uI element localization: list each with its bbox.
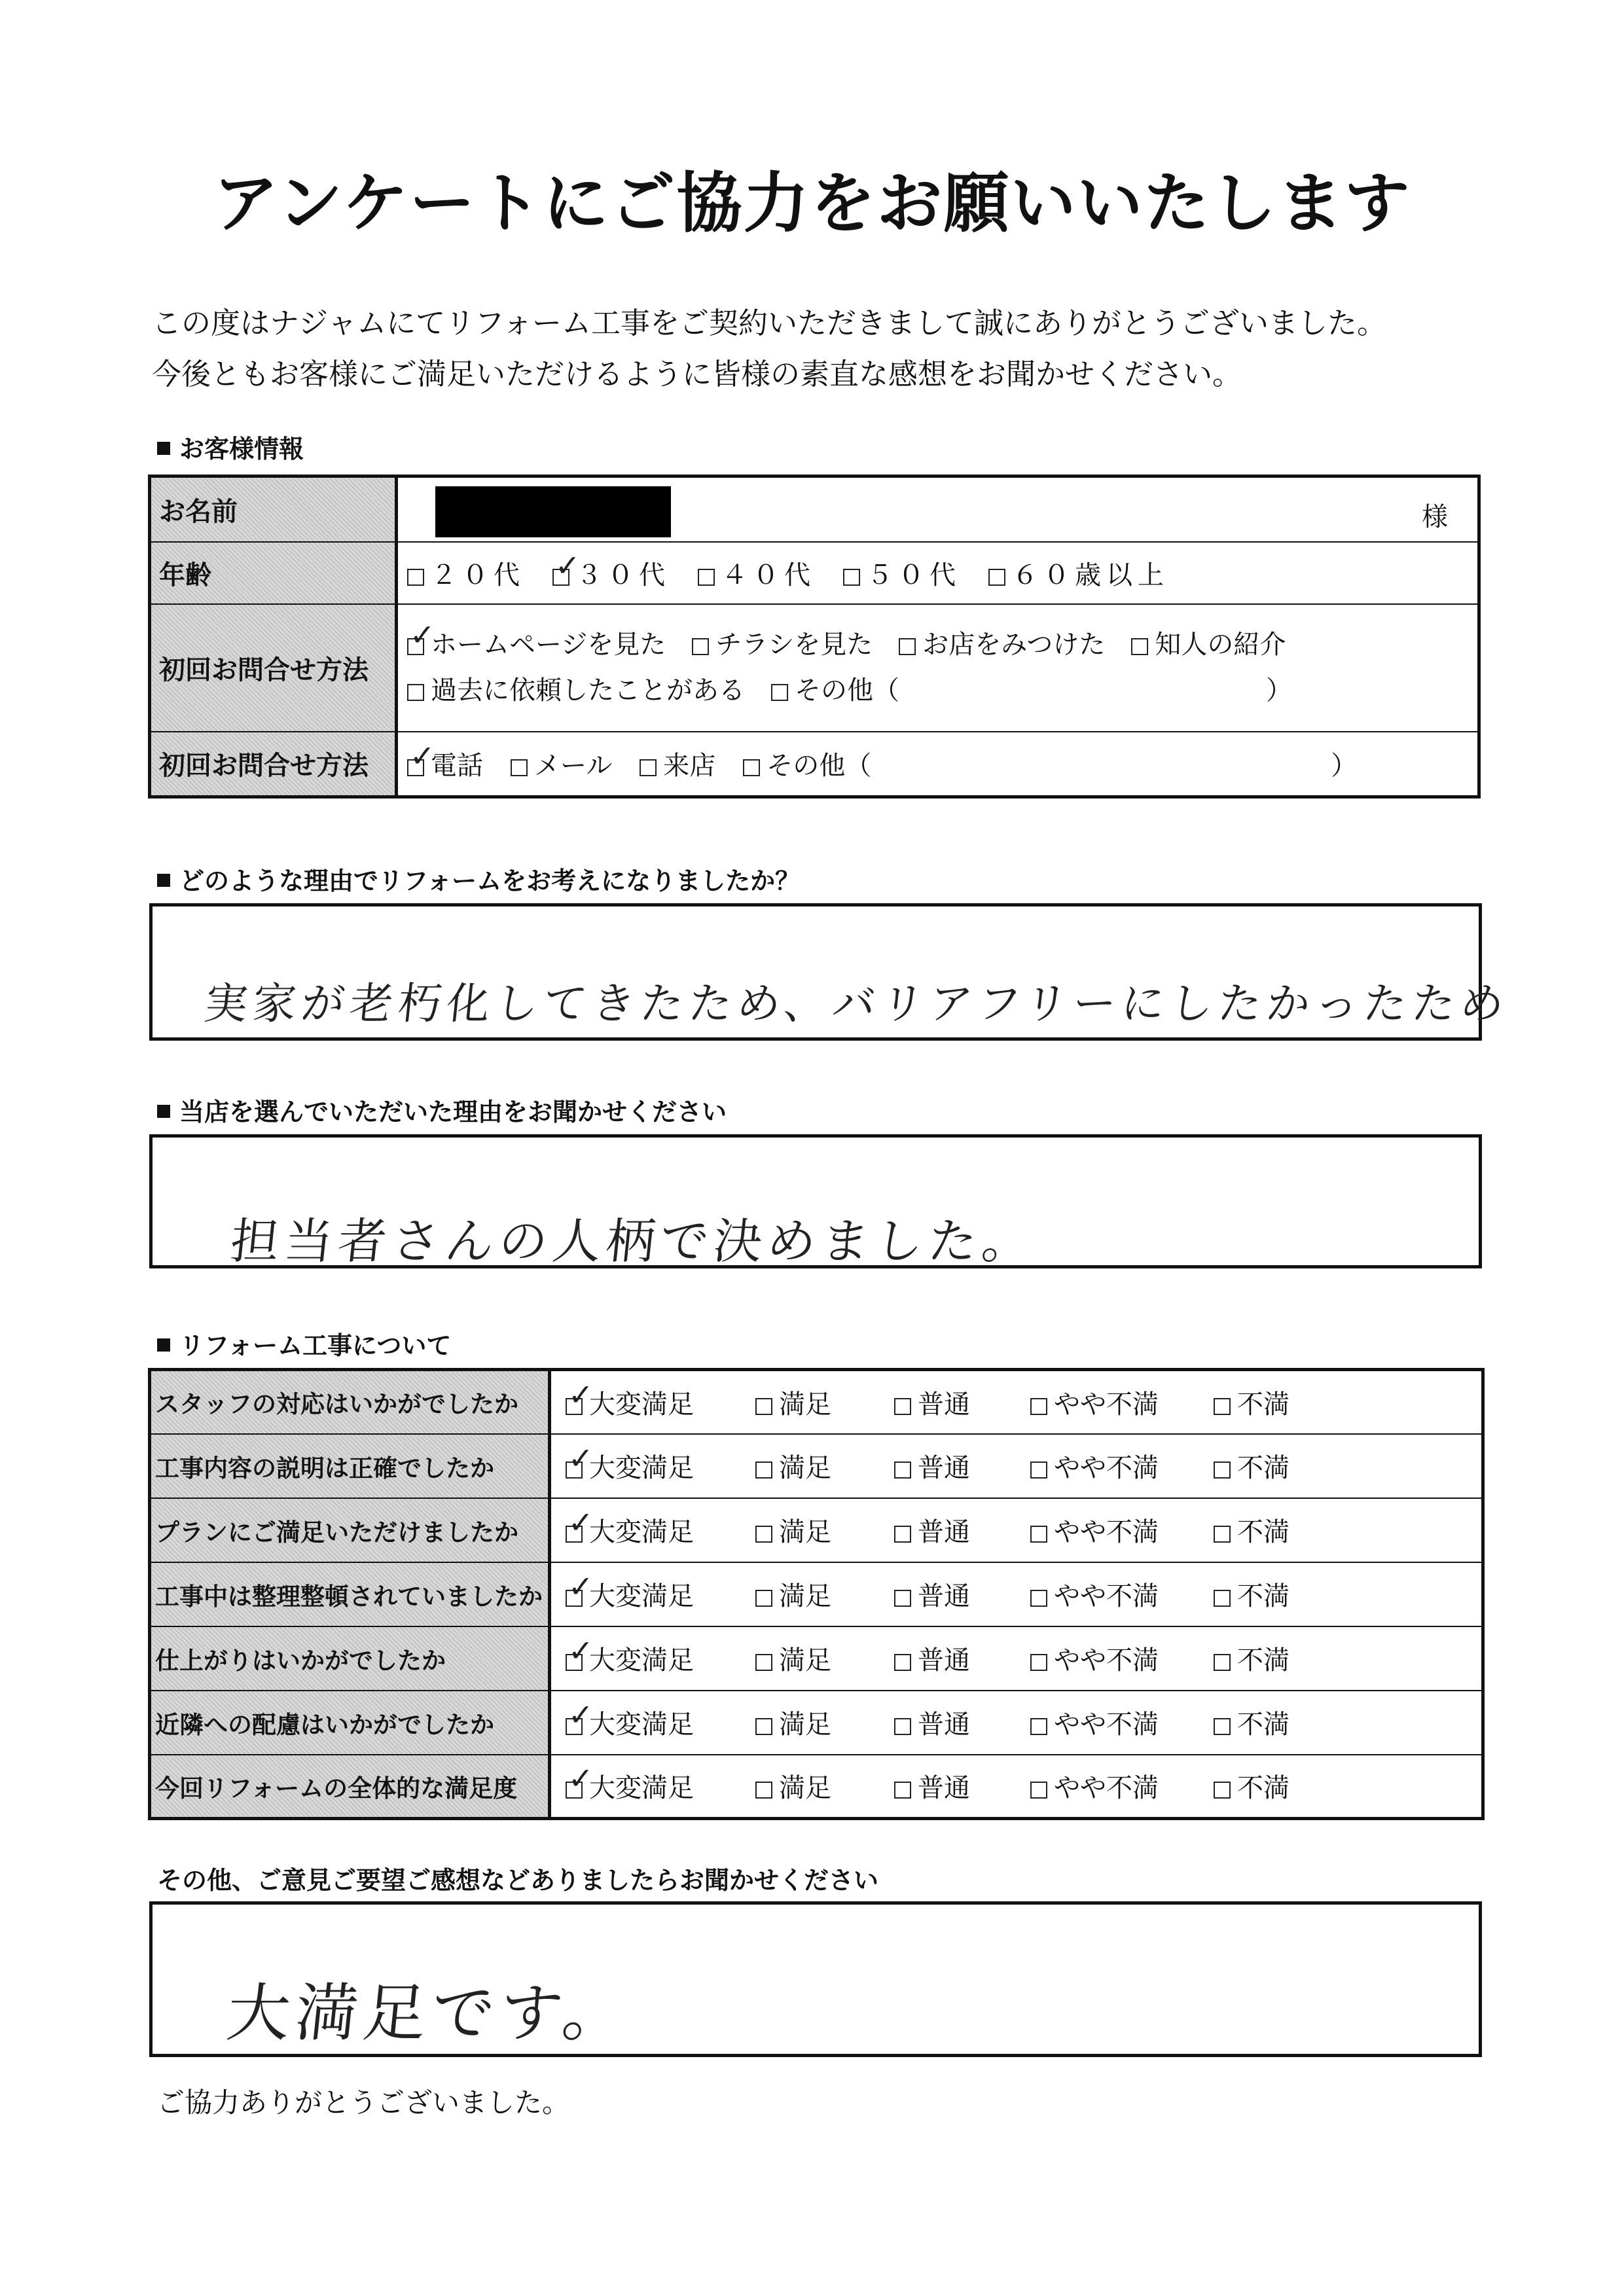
option-label: 普通 <box>918 1645 970 1676</box>
rating-row <box>150 1498 1483 1562</box>
age-option-2[interactable] <box>698 554 816 592</box>
inquiry-option-0[interactable] <box>407 622 666 668</box>
rating-row <box>150 1562 1483 1626</box>
store-reason-heading: 当店を選んでいただいた理由をお聞かせください <box>157 1092 727 1128</box>
option-label: やや不満 <box>1054 1773 1159 1804</box>
checkbox-icon[interactable] <box>988 569 1005 586</box>
rating-row <box>150 1370 1483 1434</box>
rating-option-2[interactable] <box>894 1704 1030 1741</box>
checkbox-icon[interactable] <box>894 1654 911 1671</box>
checkbox-icon[interactable] <box>899 638 916 655</box>
option-label: 電話 <box>431 751 483 781</box>
rating-question: プランにご満足いただけましたか <box>150 1498 550 1562</box>
rating-options <box>550 1755 1483 1819</box>
option-label: 大変満足 <box>589 1517 694 1547</box>
checkbox-icon[interactable] <box>894 1718 911 1735</box>
checkbox-icon[interactable] <box>640 759 657 776</box>
checkbox-icon[interactable] <box>755 1654 772 1671</box>
rating-option-1[interactable] <box>755 1575 894 1613</box>
checkbox-icon[interactable] <box>1030 1526 1047 1543</box>
rating-option-3[interactable] <box>1030 1511 1214 1549</box>
name-label: お名前 <box>150 476 397 542</box>
checked-checkbox-icon[interactable] <box>566 1462 583 1479</box>
rating-options <box>550 1691 1483 1755</box>
option-label: メール <box>534 751 613 781</box>
checkbox-icon[interactable] <box>743 759 760 776</box>
rating-option-0[interactable] <box>566 1767 755 1804</box>
checkbox-icon[interactable] <box>755 1782 772 1799</box>
checked-checkbox-icon[interactable] <box>566 1718 583 1735</box>
age-option-4[interactable] <box>988 554 1169 592</box>
inquiry-method-label-2: 初回お問合せ方法 <box>150 732 397 797</box>
reason-answer: 実家が老朽化してきたため、バリアフリーにしたかったため <box>202 978 1512 1029</box>
checked-checkbox-icon[interactable] <box>566 1526 583 1543</box>
work-rating-table <box>148 1368 1485 1820</box>
option-label: 満足 <box>779 1581 831 1611</box>
name-suffix: 様 <box>1422 502 1448 532</box>
option-label: 大変満足 <box>589 1453 694 1483</box>
rating-option-3[interactable] <box>1030 1704 1214 1741</box>
checkbox-icon[interactable] <box>511 759 528 776</box>
inquiry-method-options <box>397 604 1479 732</box>
option-label: やや不満 <box>1054 1581 1159 1611</box>
option-label: 知人の紹介 <box>1155 630 1286 660</box>
inquiry-option-3[interactable] <box>1131 622 1286 668</box>
rating-option-0[interactable] <box>566 1511 755 1549</box>
option-label: 不満 <box>1237 1710 1290 1740</box>
checkbox-icon[interactable] <box>771 684 788 701</box>
checked-checkbox-icon[interactable] <box>407 759 424 776</box>
option-label: その他（ <box>795 675 899 706</box>
age-option-1[interactable] <box>552 554 670 592</box>
option-label: 満足 <box>779 1517 831 1547</box>
checkbox-icon[interactable] <box>894 1462 911 1479</box>
checkbox-icon[interactable] <box>755 1718 772 1735</box>
option-label: 大変満足 <box>589 1581 694 1611</box>
option-label: 不満 <box>1237 1517 1290 1547</box>
inquiry-option-2[interactable] <box>899 622 1105 668</box>
checkbox-icon[interactable] <box>698 569 715 586</box>
rating-options <box>550 1562 1483 1626</box>
option-label: 不満 <box>1237 1389 1290 1420</box>
rating-question: 今回リフォームの全体的な満足度 <box>150 1755 550 1819</box>
checked-checkbox-icon[interactable] <box>552 569 569 586</box>
checkbox-icon[interactable] <box>1214 1462 1231 1479</box>
other-comments-heading: その他、ご意見ご要望ご感想などありましたらお聞かせください <box>157 1866 879 1895</box>
inquiry-method-options-2 <box>397 732 1479 797</box>
inquiry-option-4[interactable] <box>407 668 745 713</box>
rating-options <box>550 1626 1483 1691</box>
option-label: 満足 <box>779 1389 831 1420</box>
option-label: 普通 <box>918 1389 970 1420</box>
option-label: 不満 <box>1237 1645 1290 1676</box>
inquiry-other-close: ） <box>1266 675 1292 706</box>
checkbox-icon[interactable] <box>1214 1782 1231 1799</box>
checkbox-icon[interactable] <box>894 1398 911 1415</box>
option-label: 普通 <box>918 1517 970 1547</box>
option-label: 大変満足 <box>589 1773 694 1804</box>
checkbox-icon[interactable] <box>755 1526 772 1543</box>
rating-option-4[interactable] <box>1214 1384 1344 1421</box>
age-options <box>397 542 1479 604</box>
other-comments-box[interactable] <box>149 1901 1482 2057</box>
rating-option-1[interactable] <box>755 1384 894 1421</box>
intro-line-2: 今後ともお客様にご満足いただけるように皆様の素直な感想をお聞かせください。 <box>152 357 1242 391</box>
option-label: 来店 <box>663 751 716 781</box>
age-option-3[interactable] <box>843 554 961 592</box>
checked-checkbox-icon[interactable] <box>566 1654 583 1671</box>
checkbox-icon[interactable] <box>1214 1654 1231 1671</box>
inquiry2-option-0[interactable] <box>407 745 483 782</box>
rating-option-4[interactable] <box>1214 1767 1344 1804</box>
rating-option-1[interactable] <box>755 1640 894 1677</box>
rating-option-4[interactable] <box>1214 1511 1344 1549</box>
option-label: 普通 <box>918 1710 970 1740</box>
checkbox-icon[interactable] <box>1214 1590 1231 1607</box>
checkbox-icon[interactable] <box>1030 1462 1047 1479</box>
rating-option-2[interactable] <box>894 1767 1030 1804</box>
option-label: お店をみつけた <box>922 630 1106 660</box>
age-option-0[interactable] <box>407 554 525 592</box>
reason-answer-box[interactable] <box>149 903 1512 1041</box>
option-label: ６０歳以上 <box>1012 560 1169 590</box>
rating-option-4[interactable] <box>1214 1640 1344 1677</box>
rating-option-3[interactable] <box>1030 1767 1214 1804</box>
option-label: ２０代 <box>431 560 525 590</box>
rating-option-0[interactable] <box>566 1704 755 1741</box>
rating-option-3[interactable] <box>1030 1447 1214 1484</box>
rating-options <box>550 1434 1483 1498</box>
store-reason-answer: 担当者さんの人柄で決めました。 <box>227 1213 1039 1270</box>
rating-option-0[interactable] <box>566 1575 755 1613</box>
checkbox-icon[interactable] <box>755 1590 772 1607</box>
rating-option-2[interactable] <box>894 1640 1030 1677</box>
rating-row <box>150 1755 1483 1819</box>
rating-option-2[interactable] <box>894 1384 1030 1421</box>
intro-text <box>152 298 1386 400</box>
rating-row <box>150 1691 1483 1755</box>
rating-option-0[interactable] <box>566 1640 755 1677</box>
checkbox-icon[interactable] <box>755 1462 772 1479</box>
option-label: 満足 <box>779 1773 831 1804</box>
rating-option-1[interactable] <box>755 1447 894 1484</box>
customer-info-table <box>148 475 1481 798</box>
option-label: やや不満 <box>1054 1710 1159 1740</box>
option-label: やや不満 <box>1054 1389 1159 1420</box>
other-comments-answer: 大満足です。 <box>223 1977 635 2050</box>
rating-option-3[interactable] <box>1030 1640 1214 1677</box>
rating-option-1[interactable] <box>755 1511 894 1549</box>
option-label: 不満 <box>1237 1453 1290 1483</box>
checkbox-icon[interactable] <box>843 569 860 586</box>
square-bullet-icon <box>157 1105 170 1118</box>
option-label: やや不満 <box>1054 1453 1159 1483</box>
rating-question: スタッフの対応はいかがでしたか <box>150 1370 550 1434</box>
option-label: 普通 <box>918 1581 970 1611</box>
checkbox-icon[interactable] <box>1030 1654 1047 1671</box>
reason-heading: どのような理由でリフォームをお考えになりましたか？ <box>157 861 800 897</box>
inquiry-method-label: 初回お問合せ方法 <box>150 604 397 732</box>
rating-option-4[interactable] <box>1214 1704 1344 1741</box>
name-redaction <box>435 486 671 537</box>
age-label: 年齢 <box>150 542 397 604</box>
checked-checkbox-icon[interactable] <box>566 1398 583 1415</box>
rating-question: 近隣への配慮はいかがでしたか <box>150 1691 550 1755</box>
option-label: 過去に依頼したことがある <box>431 675 745 706</box>
checkbox-icon[interactable] <box>755 1398 772 1415</box>
inquiry-option-5[interactable] <box>771 668 899 713</box>
checkbox-icon[interactable] <box>1131 638 1148 655</box>
work-heading: リフォーム工事について <box>157 1325 451 1361</box>
option-label: 普通 <box>918 1773 970 1804</box>
rating-option-2[interactable] <box>894 1511 1030 1549</box>
option-label: 満足 <box>779 1645 831 1676</box>
rating-question: 仕上がりはいかがでしたか <box>150 1626 550 1691</box>
inquiry2-option-1[interactable] <box>511 745 612 782</box>
intro-line-1: この度はナジャムにてリフォーム工事をご契約いただきまして誠にありがとうございました。 <box>152 306 1386 340</box>
store-reason-answer-box[interactable] <box>149 1134 1482 1268</box>
rating-question: 工事中は整理整頓されていましたか <box>150 1562 550 1626</box>
option-label: 大変満足 <box>589 1389 694 1420</box>
rating-option-1[interactable] <box>755 1767 894 1804</box>
checked-checkbox-icon[interactable] <box>566 1590 583 1607</box>
rating-row <box>150 1626 1483 1691</box>
option-label: その他（ <box>767 751 872 781</box>
checkbox-icon[interactable] <box>894 1782 911 1799</box>
option-label: やや不満 <box>1054 1517 1159 1547</box>
page-title: アンケートにご協力をお願いいたします <box>213 165 1411 242</box>
option-label: ５０代 <box>867 560 961 590</box>
rating-option-1[interactable] <box>755 1704 894 1741</box>
inquiry2-other-close: ） <box>1331 751 1358 781</box>
rating-option-3[interactable] <box>1030 1384 1214 1421</box>
checkbox-icon[interactable] <box>894 1526 911 1543</box>
customer-info-heading: お客様情報 <box>157 429 304 465</box>
checkbox-icon[interactable] <box>407 569 424 586</box>
rating-option-2[interactable] <box>894 1575 1030 1613</box>
checkbox-icon[interactable] <box>1030 1398 1047 1415</box>
checkbox-icon[interactable] <box>1030 1718 1047 1735</box>
square-bullet-icon <box>157 874 170 887</box>
option-label: ホームページを見た <box>431 630 666 660</box>
checkbox-icon[interactable] <box>1214 1718 1231 1735</box>
square-bullet-icon <box>157 1338 170 1352</box>
option-label: 不満 <box>1237 1581 1290 1611</box>
checked-checkbox-icon[interactable] <box>566 1782 583 1799</box>
option-label: 満足 <box>779 1710 831 1740</box>
rating-options <box>550 1370 1483 1434</box>
checkbox-icon[interactable] <box>894 1590 911 1607</box>
closing-text: ご協力ありがとうございました。 <box>157 2087 570 2119</box>
rating-option-0[interactable] <box>566 1384 755 1421</box>
inquiry2-option-3[interactable] <box>743 745 871 782</box>
option-label: 大変満足 <box>589 1710 694 1740</box>
option-label: 普通 <box>918 1453 970 1483</box>
rating-options <box>550 1498 1483 1562</box>
rating-option-3[interactable] <box>1030 1575 1214 1613</box>
rating-option-4[interactable] <box>1214 1447 1344 1484</box>
option-label: チラシを見た <box>715 630 873 660</box>
option-label: ４０代 <box>721 560 816 590</box>
checkbox-icon[interactable] <box>692 638 709 655</box>
option-label: 大変満足 <box>589 1645 694 1676</box>
inquiry2-option-2[interactable] <box>640 745 715 782</box>
checkbox-icon[interactable] <box>1030 1782 1047 1799</box>
rating-option-2[interactable] <box>894 1447 1030 1484</box>
checkbox-icon[interactable] <box>1030 1590 1047 1607</box>
checkbox-icon[interactable] <box>1214 1526 1231 1543</box>
rating-option-0[interactable] <box>566 1447 755 1484</box>
checkbox-icon[interactable] <box>1214 1398 1231 1415</box>
option-label: やや不満 <box>1054 1645 1159 1676</box>
option-label: ３０代 <box>576 560 670 590</box>
rating-question: 工事内容の説明は正確でしたか <box>150 1434 550 1498</box>
option-label: 不満 <box>1237 1773 1290 1804</box>
checkbox-icon[interactable] <box>407 684 424 701</box>
rating-row <box>150 1434 1483 1498</box>
checked-checkbox-icon[interactable] <box>407 638 424 655</box>
inquiry-option-1[interactable] <box>692 622 873 668</box>
square-bullet-icon <box>157 442 170 455</box>
option-label: 満足 <box>779 1453 831 1483</box>
rating-option-4[interactable] <box>1214 1575 1344 1613</box>
